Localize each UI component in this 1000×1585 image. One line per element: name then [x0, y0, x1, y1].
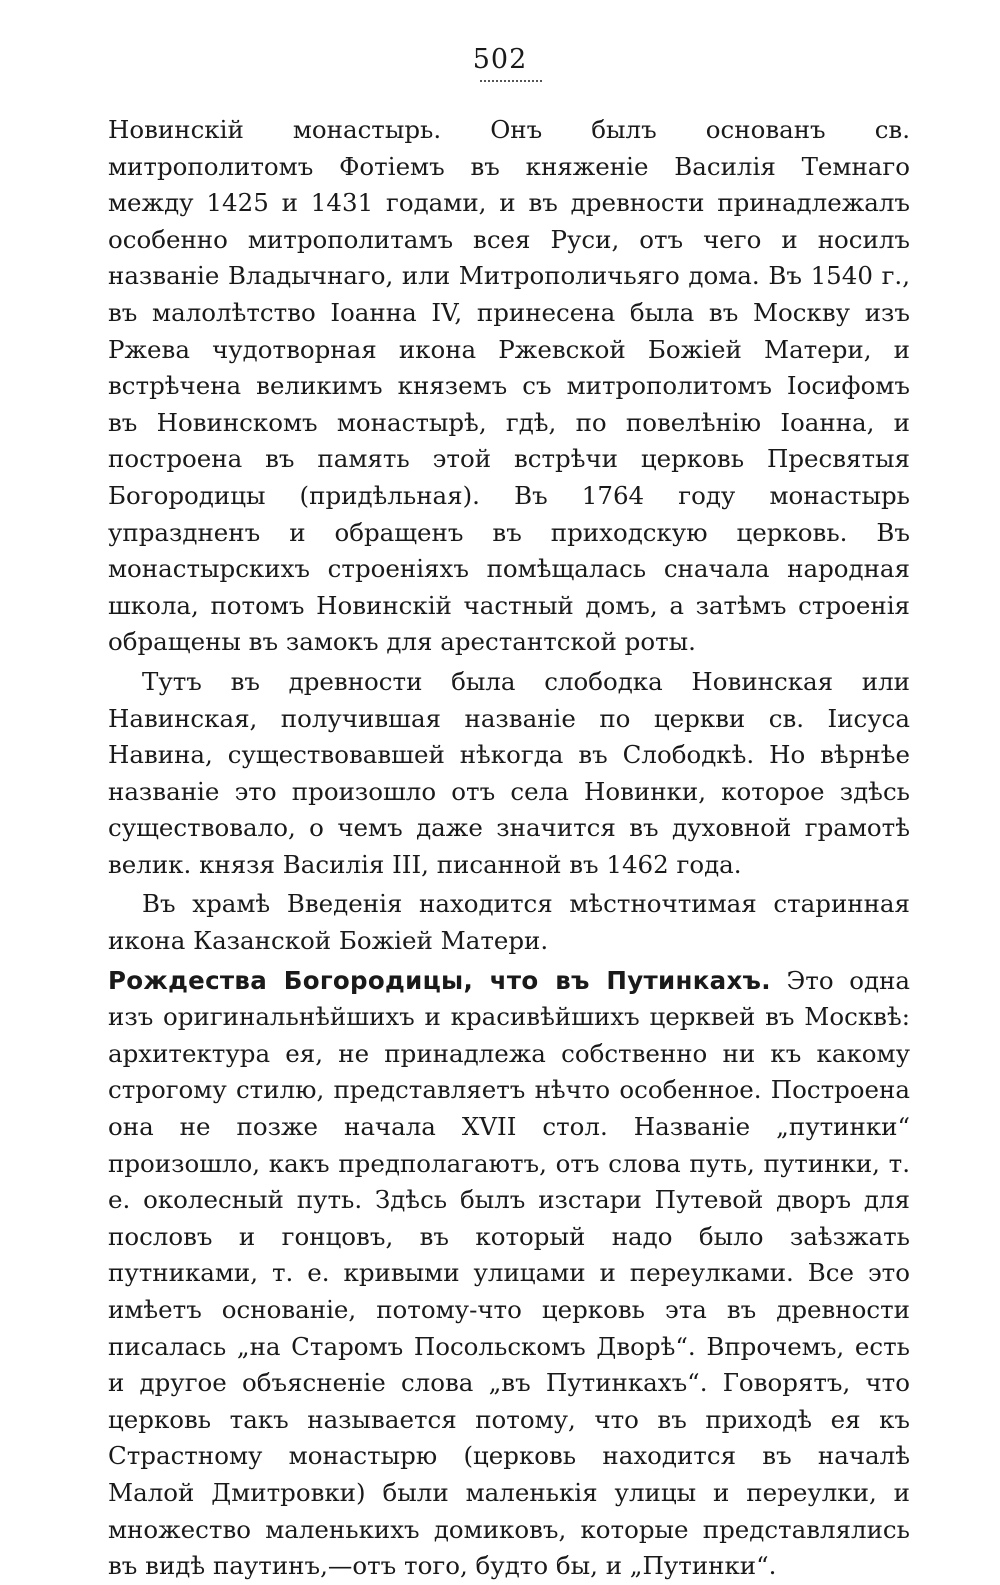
- paragraph-novinskaya-sloboda: [108, 664, 910, 884]
- paragraph-text: Въ храмѣ Введенiя находится мѣстночтимая старинная икона Казанской Божiей Матери.: [108, 889, 910, 956]
- section-heading: Рождества Богородицы, что въ Путинкахъ.: [108, 965, 771, 995]
- paragraph-text: Новинскiй монастырь. Онъ былъ основанъ св. митрополитомъ Фотiемъ въ княженiе Василiя Темнаго между 1425 и 1431 годами, и въ древности принадлежалъ особенно митрополитамъ всея Руси, отъ чего и носилъ названiе Владычнаго, или Митрополичьяго дома. Въ 1540 г., въ малолѣтство Iоанна IV, принесена была въ Москву изъ Ржева чудотворная икона Ржевской Божiей Матери, и встрѣчена великимъ княземъ съ митрополитомъ Iосифомъ въ Новинскомъ монастырѣ, гдѣ, по повелѣнiю Iоанна, и построена въ память этой встрѣчи церковь Пресвятыя Богородицы (придѣльная). Въ 1764 году монастырь упраздненъ и обращенъ въ приходскую церковь. Въ монастырскихъ строенiяхъ помѣщалась сначала народная школа, потомъ Новинскiй частный домъ, а затѣмъ строенiя обращены въ замокъ для арестантской роты.: [108, 115, 910, 657]
- page-number: 502: [472, 44, 528, 75]
- paragraph-text: Это одна изъ оригинальнѣйшихъ и красивѣйшихъ церквей въ Москвѣ: архитектура ея, не принадлежа собственно ни къ какому строгому стилю, представляетъ нѣчто особенное. Построена она не позже начала XVII стол. Названiе „путинки“ произошло, какъ предполагаютъ, отъ слова путь, путинки, т. е. околесный путь. Здѣсь былъ изстари Путевой дворъ для пословъ и гонцовъ, въ который надо было заѣзжать путниками, т. е. кривыми улицами и переулками. Все это имѣетъ основанiе, потому-что церковь эта въ древности писалась „на Старомъ Посольскомъ Дворѣ“. Впрочемъ, есть и другое объясненiе слова „въ Путинкахъ“. Говорятъ, что церковь такъ называется потому, что въ приходѣ ея къ Страстному монастырю (церковь находится въ началѣ Малой Дмитровки) были маленькiя улицы и переулки, и множество маленькихъ домиковъ, которые представлялись въ видѣ паутинъ,—отъ того, будто бы, и „Путинки“.: [108, 965, 911, 1581]
- paragraph-kazan-icon: [108, 886, 910, 959]
- page-text: [108, 112, 910, 1585]
- paragraph-novinsky-monastery: [108, 112, 910, 661]
- paragraph-text: Тутъ въ древности была слободка Новинская или Навинская, получившая названiе по церкви св. Iисуса Навина, существовавшей нѣкогда въ Слободкѣ. Но вѣрнѣе названiе это произошло отъ села Новинки, которое здѣсь существовало, о чемъ даже значится въ духовной грамотѣ велик. князя Василiя III, писанной въ 1462 года.: [108, 666, 910, 879]
- page-number-divider: [480, 80, 542, 82]
- paragraph-putinki-church: [108, 963, 910, 1585]
